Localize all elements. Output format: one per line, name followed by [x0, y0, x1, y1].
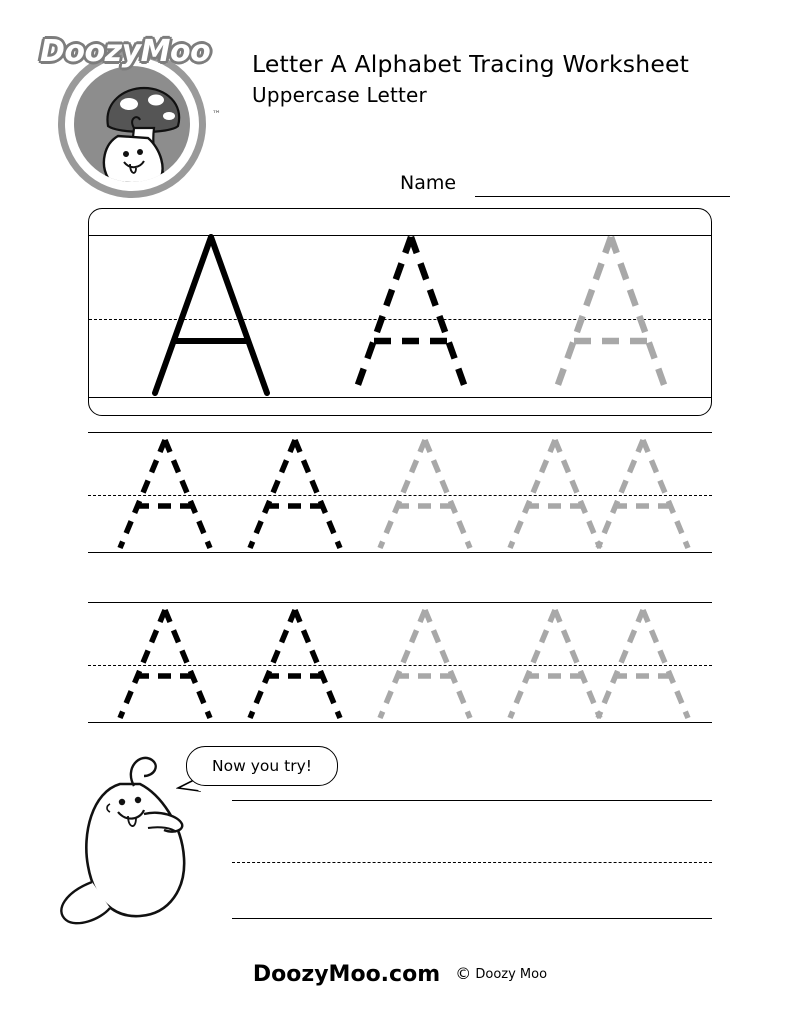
practice-bottom-line [232, 918, 712, 919]
trace-letter-a-dashed-light[interactable] [588, 606, 698, 722]
footer [0, 962, 800, 987]
trace-letter-a-dashed-light[interactable] [541, 231, 681, 401]
trace-letter-a-dashed-dark[interactable] [110, 606, 220, 722]
tracing-row-1 [88, 208, 712, 416]
name-write-line[interactable] [475, 196, 730, 197]
name-label: Name [400, 172, 457, 194]
rule-top-line [88, 432, 712, 433]
title-secondary: Uppercase Letter [252, 83, 427, 107]
footer-site-name: DoozyMoo.com [252, 962, 441, 987]
practice-writing-area[interactable] [232, 800, 712, 922]
rule-bottom-line [88, 552, 712, 553]
practice-middle-dashed-line [232, 862, 712, 863]
speech-bubble-text: Now you try! [212, 757, 312, 775]
page-title [252, 48, 752, 110]
logo-circle-inner [74, 66, 190, 182]
title-primary: Letter A Alphabet Tracing Worksheet [252, 50, 690, 78]
name-field [400, 172, 740, 202]
trace-letter-a-dashed-light[interactable] [370, 606, 480, 722]
practice-top-line [232, 800, 712, 801]
logo-mascot-icon [74, 66, 190, 182]
footer-copyright [455, 964, 547, 985]
trace-letter-a-dashed-dark[interactable] [341, 231, 481, 401]
trace-letter-a-dashed-dark[interactable] [110, 436, 220, 552]
trace-letter-a-dashed-dark[interactable] [240, 606, 350, 722]
rule-bottom-line [88, 722, 712, 723]
trace-letter-a-dashed-light[interactable] [588, 436, 698, 552]
trace-letter-a-dashed-light[interactable] [370, 436, 480, 552]
rule-top-line [88, 602, 712, 603]
speech-bubble [186, 746, 338, 786]
doozy-moo-logo [34, 28, 224, 198]
logo-circle [58, 50, 206, 198]
tracing-row-2 [88, 432, 712, 554]
tracing-row-3 [88, 602, 712, 724]
logo-trademark: ™ [212, 110, 221, 120]
copyright-icon: © [455, 964, 472, 983]
trace-letter-a-dashed-dark[interactable] [240, 436, 350, 552]
trace-letter-a-solid[interactable] [141, 231, 281, 401]
logo-wordmark: DoozyMoo [40, 34, 211, 69]
footer-copyright-text: Doozy Moo [475, 967, 548, 982]
